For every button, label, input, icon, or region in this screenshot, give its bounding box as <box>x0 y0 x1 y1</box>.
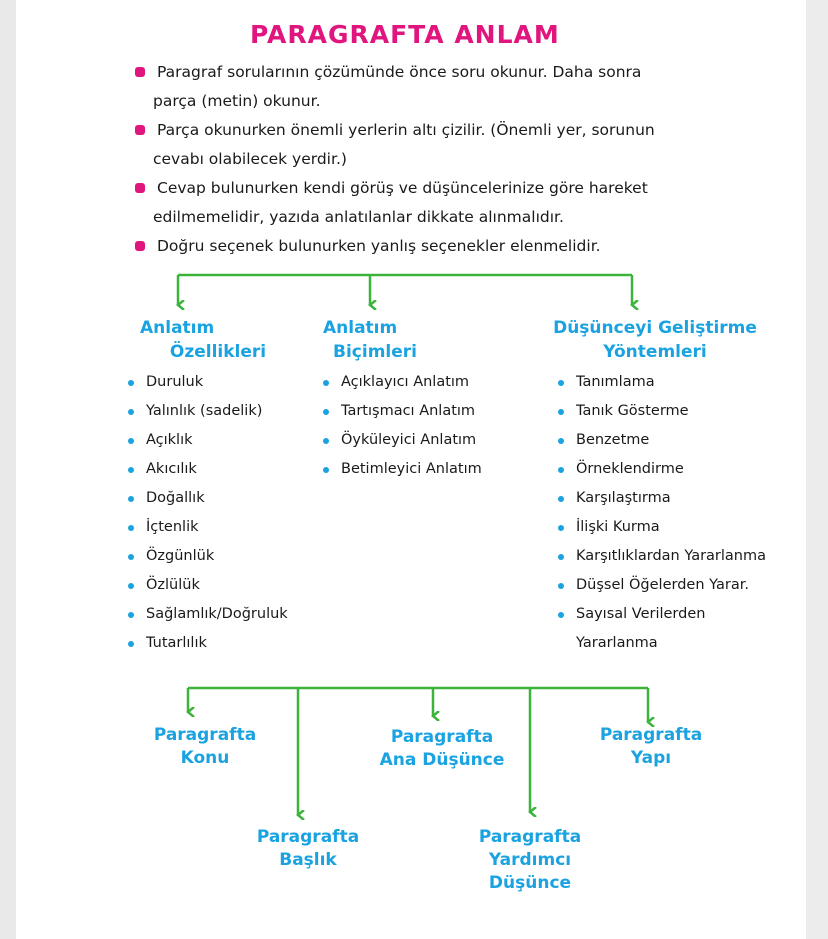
bullet-icon <box>558 438 564 444</box>
list-item-text: Özgünlük <box>146 548 215 564</box>
leaf-line: Başlık <box>279 850 337 870</box>
heading-line: Özellikleri <box>169 342 267 362</box>
list-item <box>323 368 482 397</box>
bullet-icon <box>128 641 134 647</box>
bullet-icon <box>558 380 564 386</box>
list-item-text: İlişki Kurma <box>576 519 660 535</box>
list-item-text: Tutarlılık <box>146 635 207 651</box>
bullet-icon <box>128 554 134 560</box>
bullet-icon <box>558 496 564 502</box>
list-item <box>128 629 288 658</box>
heading-anlatim-ozellikleri <box>118 316 278 364</box>
list-item <box>558 484 766 513</box>
list-item-text: Betimleyici Anlatım <box>341 461 482 477</box>
list-item-text: Benzetme <box>576 432 650 448</box>
leaf-paragrafta-yardimci-dusunce <box>455 826 605 895</box>
bullet-icon <box>558 612 564 618</box>
bullet-icon <box>128 467 134 473</box>
leaf-line: Paragrafta <box>478 827 582 847</box>
bullet-icon <box>323 438 329 444</box>
bullet-icon <box>558 409 564 415</box>
list-item-text: Düşsel Öğelerden Yarar. <box>576 577 749 593</box>
leaf-line: Yardımcı <box>488 850 572 870</box>
list-item-text: Tanık Gösterme <box>576 403 689 419</box>
leaf-line: Konu <box>180 748 230 768</box>
rule-text: Doğru seçenek bulunurken yanlış seçenekler elenmelidir. <box>157 237 601 255</box>
rule-text: cevabı olabilecek yerdir.) <box>153 150 347 168</box>
leaf-line: Paragrafta <box>153 725 257 745</box>
list-item <box>558 455 766 484</box>
list-item <box>128 484 288 513</box>
list-item <box>128 513 288 542</box>
leaf-line: Ana Düşünce <box>379 750 505 770</box>
list-item-text: Açıklayıcı Anlatım <box>341 374 470 390</box>
list-item <box>128 542 288 571</box>
list-item-text: Özlülük <box>146 577 200 593</box>
list-item <box>558 600 766 629</box>
list-item-text: Yararlanma <box>576 635 658 651</box>
list-item-text: Sayısal Verilerden <box>576 606 706 622</box>
list-item-text: Tanımlama <box>576 374 655 390</box>
list-item <box>558 542 766 571</box>
heading-dusunceyi-gelistirme <box>540 316 770 364</box>
list-item-text: Öyküleyici Anlatım <box>341 432 477 448</box>
bullet-icon <box>323 467 329 473</box>
leaf-paragrafta-baslik <box>233 826 383 872</box>
rule-text: parça (metin) okunur. <box>153 92 321 110</box>
list-item-text: Sağlamlık/Doğruluk <box>146 606 288 622</box>
bullet-icon <box>128 409 134 415</box>
list-item <box>128 600 288 629</box>
bullet-icon <box>128 438 134 444</box>
list-item <box>128 368 288 397</box>
leaf-line: Paragrafta <box>599 725 703 745</box>
bullet-icon <box>128 380 134 386</box>
list-item-text: Doğallık <box>146 490 205 506</box>
heading-line: Anlatım <box>323 318 398 338</box>
heading-line: Yöntemleri <box>603 342 707 362</box>
leaf-paragrafta-yapi <box>576 724 726 770</box>
page-title: PARAGRAFTA ANLAM <box>250 20 560 49</box>
bullet-icon <box>128 525 134 531</box>
heading-line: Biçimleri <box>333 342 417 362</box>
bullet-icon <box>323 380 329 386</box>
list-item <box>128 455 288 484</box>
heading-anlatim-bicimleri <box>315 316 445 364</box>
list-item-text: Örneklendirme <box>576 461 684 477</box>
list-item <box>323 455 482 484</box>
rule-text: Paragraf sorularının çözümünde önce soru okunur. Daha sonra <box>157 63 642 81</box>
list-item <box>558 368 766 397</box>
list-item <box>558 397 766 426</box>
list-item-text: Açıklık <box>146 432 193 448</box>
list-item <box>558 513 766 542</box>
rule-text: Cevap bulunurken kendi görüş ve düşüncelerinize göre hareket <box>157 179 648 197</box>
rule-text: edilmemelidir, yazıda anlatılanlar dikkate alınmalıdır. <box>153 208 564 226</box>
list-anlatim-bicimleri <box>323 368 482 484</box>
list-item-text: Karşıtlıklardan Yararlanma <box>576 548 767 564</box>
list-item <box>323 426 482 455</box>
list-anlatim-ozellikleri <box>128 368 288 658</box>
list-item-text: Yalınlık (sadelik) <box>146 403 263 419</box>
bullet-icon <box>558 554 564 560</box>
list-item <box>128 426 288 455</box>
leaf-paragrafta-ana-dusunce <box>367 726 517 772</box>
leaf-line: Paragrafta <box>390 727 494 747</box>
heading-line: Anlatım <box>140 318 215 338</box>
bullet-icon <box>323 409 329 415</box>
list-item-text: Akıcılık <box>146 461 197 477</box>
list-item-text: Tartışmacı Anlatım <box>341 403 476 419</box>
bullet-icon <box>558 583 564 589</box>
leaf-line: Düşünce <box>488 873 572 893</box>
list-item-text: İçtenlik <box>146 519 199 535</box>
heading-line: Düşünceyi Geliştirme <box>553 318 757 338</box>
leaf-paragrafta-konu <box>130 724 280 770</box>
list-item <box>128 571 288 600</box>
bullet-icon <box>558 525 564 531</box>
list-item-text: Duruluk <box>146 374 204 390</box>
leaf-line: Yapı <box>630 748 672 768</box>
bullet-icon <box>558 467 564 473</box>
bullet-icon <box>128 612 134 618</box>
list-item <box>558 571 766 600</box>
list-item <box>128 397 288 426</box>
list-dusunceyi-gelistirme <box>558 368 766 658</box>
list-item <box>558 426 766 455</box>
bullet-icon <box>128 583 134 589</box>
list-item-text: Karşılaştırma <box>576 490 671 506</box>
bullet-icon <box>128 496 134 502</box>
leaf-line: Paragrafta <box>256 827 360 847</box>
list-item <box>558 629 766 658</box>
rule-text: Parça okunurken önemli yerlerin altı çizilir. (Önemli yer, sorunun <box>157 121 655 139</box>
list-item <box>323 397 482 426</box>
